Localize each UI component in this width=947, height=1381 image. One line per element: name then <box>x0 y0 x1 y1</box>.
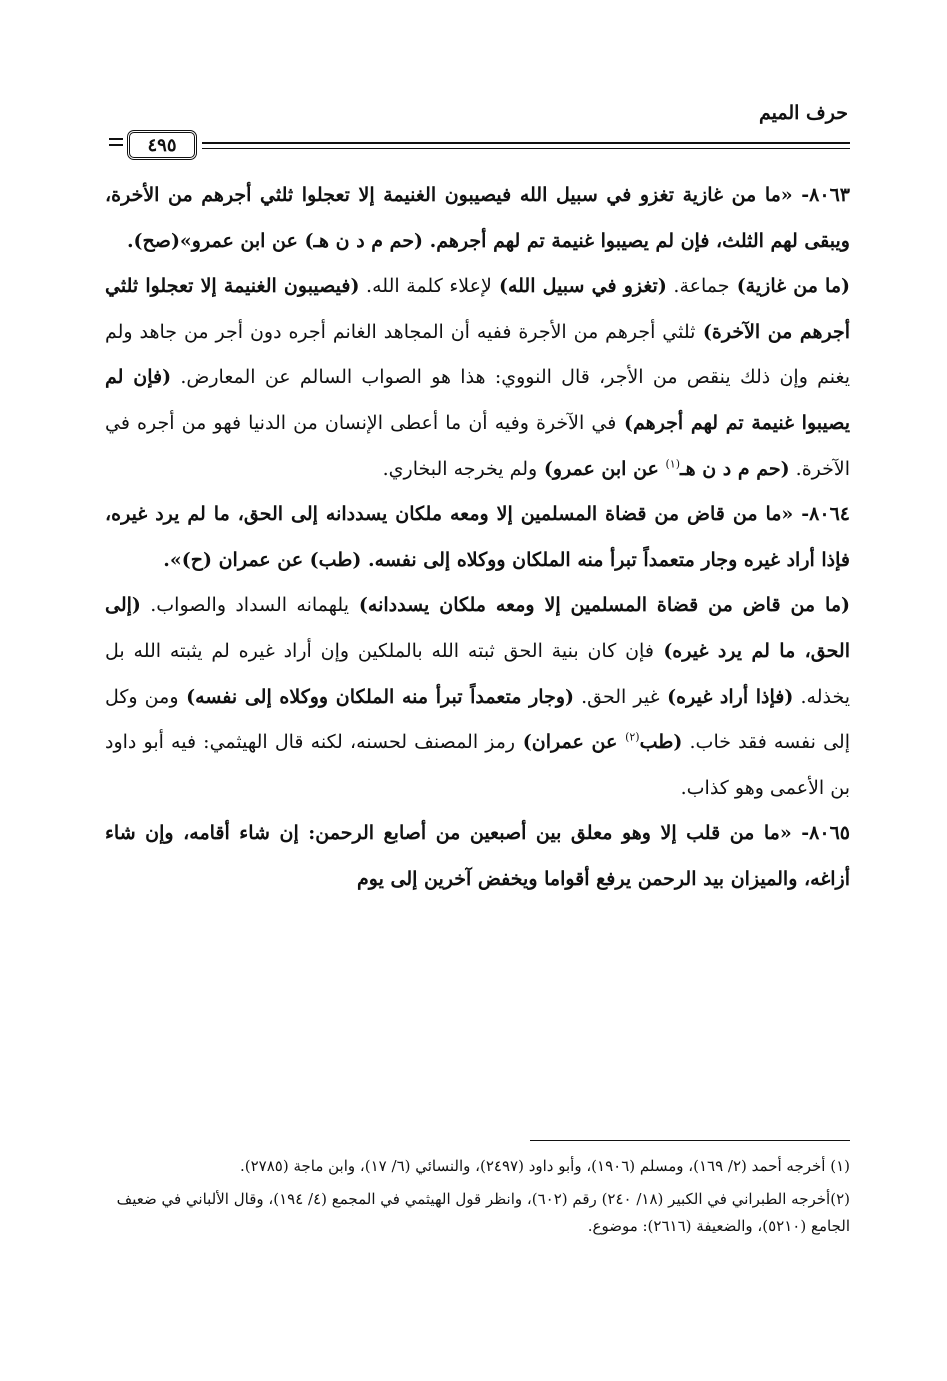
chapter-title: حرف الميم <box>759 102 848 124</box>
source-ref: (طب <box>639 731 683 754</box>
quoted-phrase: (ما من غازية) <box>729 275 850 298</box>
footnote-marker: (٢) <box>625 730 640 744</box>
running-header <box>105 95 850 157</box>
book-page <box>105 95 850 1325</box>
hadith-8064 <box>105 492 850 583</box>
hadith-text: «ما من غازية تغزو في سبيل الله فيصيبون الغنيمة إلا تعجلوا ثلثي أجرهم من الأخرة، ويبقى لهم الثلث، فإن لم يصيبوا غنيمة تم لهم أجرهم. (حم م د ن هـ) عن ابن عمرو»(صح). <box>105 184 850 252</box>
hadith-text: «ما من قلب إلا وهو معلق بين أصبعين من أصابع الرحمن: إن شاء أقامه، وإن شاء أزاغه، والميزان بيد الرحمن يرفع أقواما ويخفض آخرين إلى يوم <box>105 822 850 890</box>
quoted-phrase: (ما من قاض من قضاة المسلمين إلا ومعه ملكان يسددانه) <box>349 594 850 617</box>
explanation: جماعة. <box>666 275 730 298</box>
source-ref: عن عمران) <box>515 731 626 754</box>
explanation: ثلثي أجرهم من الأجرة ففيه أن المجاهد الغانم أجره دون أجر من جاهد ولم يغنم وإن ذلك ينقص من الأجر، قال النووي: هذا هو الصواب السالم عن المعارض. <box>105 320 850 389</box>
explanation: رمز المصنف لحسنه، لكنه قال الهيثمي: فيه أبو داود بن الأعمى وهو كذاب. <box>105 731 850 799</box>
hadith-number: ٨٠٦٥- <box>791 822 850 845</box>
footnote-marker: (١) <box>665 457 680 471</box>
commentary-8064 <box>105 583 850 811</box>
header-rule <box>202 142 850 144</box>
quoted-phrase: (فيصيبون الغنيمة إلا تعجلوا ثلثي أجرهم من الآخرة) <box>105 275 850 343</box>
footnote-2: (٢)أخرجه الطبراني في الكبير (١٨/ ٢٤٠) رقم (٦٠٢)، وانظر قول الهيثمي في المجمع (٤/ ١٩٤)، وقال الألباني في ضعيف الجامع (٥٢١٠)، والضعيفة (٢٦١٦): موضوع. <box>116 1190 850 1235</box>
page-number: ٤٩٥ <box>127 130 197 160</box>
source-ref: (حم م د ن هـ <box>680 457 790 480</box>
footnote-separator <box>530 1140 850 1141</box>
commentary-8063 <box>105 264 850 492</box>
footnotes <box>105 1153 850 1246</box>
source-ref: عن ابن عمرو) <box>537 457 666 480</box>
explanation: فإن كان بنية الحق ثبته الله بالملكين وإن أراد غيره لم يثبته الله بل يخذله. <box>105 639 851 708</box>
hadith-8063 <box>105 173 850 264</box>
quoted-phrase: (فإن لم يصيبوا غنيمة تم لهم أجرهم) <box>105 366 851 434</box>
header-rule-secondary <box>202 148 850 149</box>
explanation: غير الحق. <box>574 685 660 708</box>
quoted-phrase: (إلى الحق، ما لم يرد غيره) <box>105 594 850 662</box>
page-number-ornament <box>109 134 123 154</box>
hadith-text: «ما من قاض من قضاة المسلمين إلا ومعه ملكان يسددانه إلى الحق، ما لم يرد غيره، فإذا أراد غيره وجار متعمداً تبرأ منه الملكان ووكلاه إلى نفسه. (طب) عن عمران (ح)». <box>105 503 850 571</box>
hadith-number: ٨٠٦٣- <box>792 184 850 206</box>
main-text <box>105 173 850 903</box>
footnote-1: (١) أخرجه أحمد (٢/ ١٦٩)، ومسلم (١٩٠٦)، وأبو داود (٢٤٩٧)، والنسائي (٦/ ١٧)، وابن ماجة (٢٧٨٥). <box>239 1157 850 1175</box>
explanation: لإعلاء كلمة الله. <box>359 275 492 298</box>
quoted-phrase: (فإذا أراد غيره) <box>659 685 794 708</box>
explanation: ومن وكل إلى نفسه فقد خاب. <box>105 685 851 754</box>
quoted-phrase: (تغزو في سبيل الله) <box>491 275 667 298</box>
hadith-8065 <box>105 811 850 902</box>
hadith-number: ٨٠٦٤- <box>793 503 850 526</box>
explanation: ولم يخرجه البخاري. <box>382 457 538 480</box>
explanation: في الآخرة وفيه أن ما أعطى الإنسان من الدنيا فهو من أجره في الآخرة. <box>105 411 850 480</box>
explanation: يلهمانه السداد والصواب. <box>140 594 349 617</box>
quoted-phrase: (وجار متعمداً تبرأ منه الملكان ووكلاه إلى نفسه) <box>178 685 574 708</box>
